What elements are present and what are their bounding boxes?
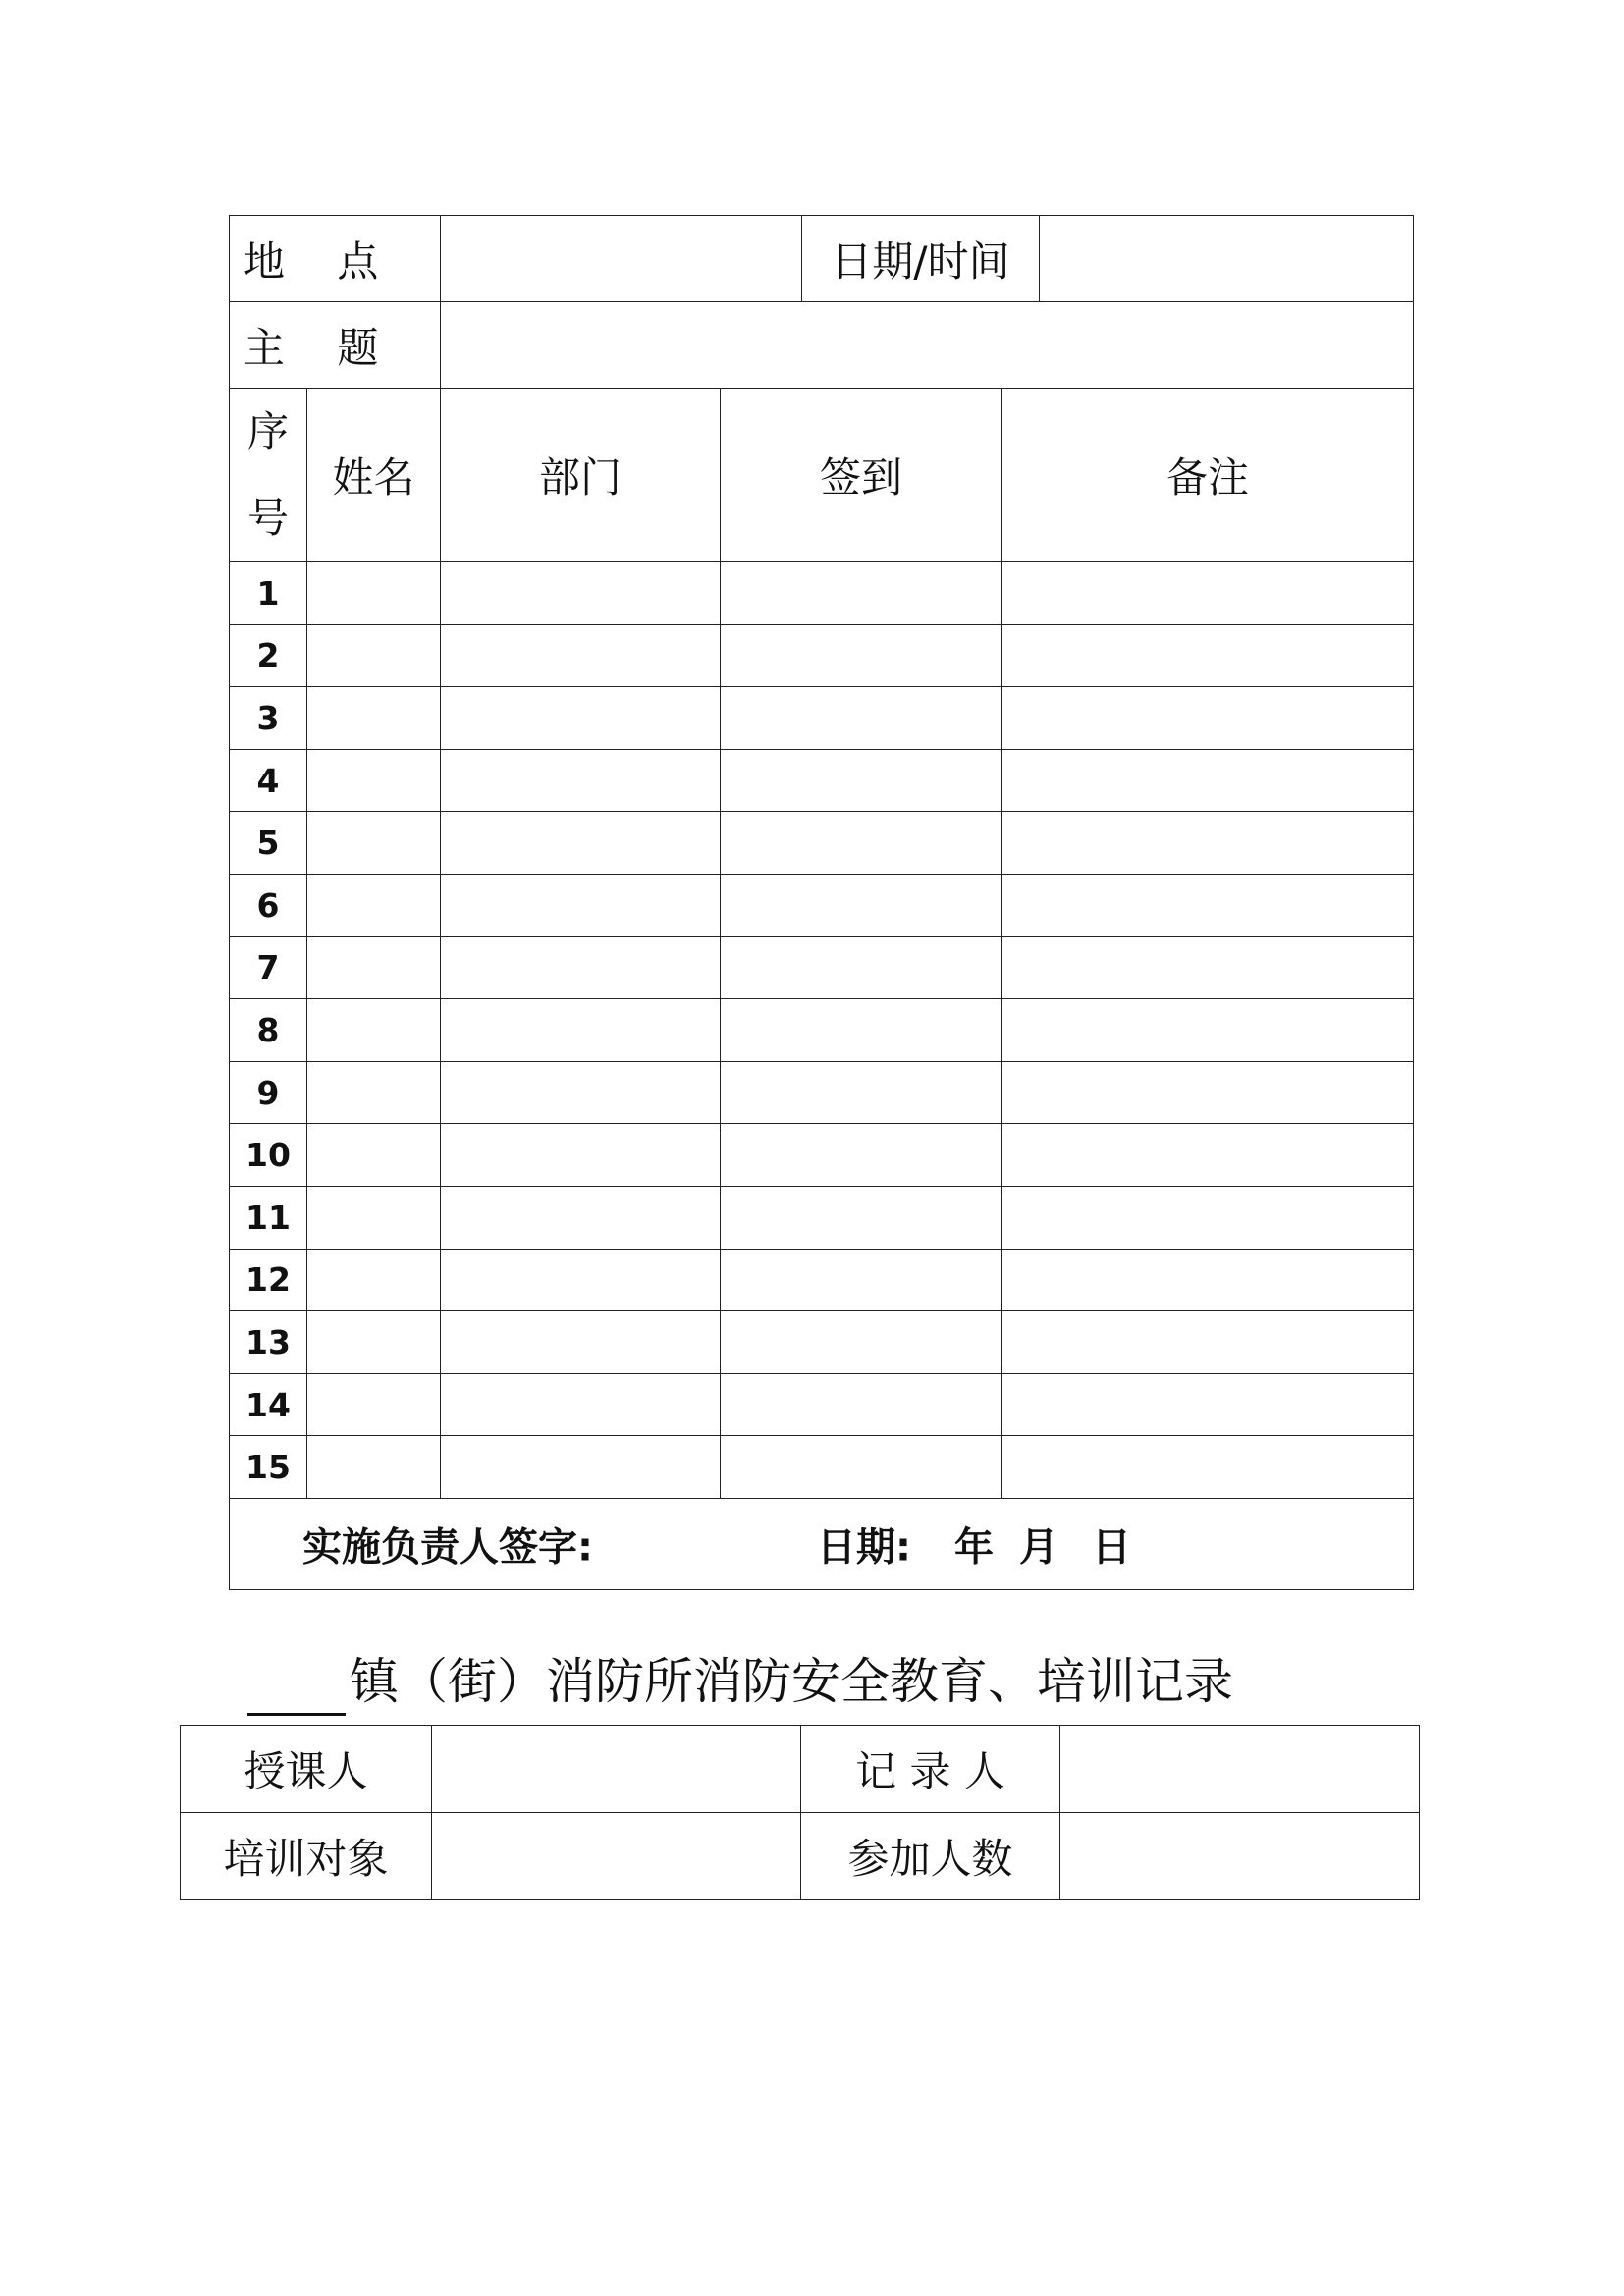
remarks-cell[interactable]	[1002, 1061, 1414, 1124]
table-row	[230, 936, 1414, 999]
remarks-cell[interactable]	[1002, 999, 1414, 1062]
training-record-table	[180, 1725, 1420, 1900]
department-cell[interactable]	[441, 999, 721, 1062]
name-cell[interactable]	[307, 874, 441, 936]
location-field[interactable]	[441, 216, 802, 302]
row-number: 9	[230, 1061, 307, 1124]
remarks-cell[interactable]	[1002, 624, 1414, 687]
remarks-cell[interactable]	[1002, 687, 1414, 750]
row-number: 6	[230, 874, 307, 936]
signature-label: 实施负责人签字:	[302, 1524, 593, 1571]
row-number: 5	[230, 812, 307, 875]
topic-label: 主 题	[230, 302, 441, 389]
department-cell[interactable]	[441, 936, 721, 999]
datetime-label: 日期/时间	[802, 216, 1040, 302]
attendee-count-label: 参加人数	[801, 1813, 1060, 1900]
remarks-cell[interactable]	[1002, 936, 1414, 999]
department-cell[interactable]	[441, 687, 721, 750]
sign-in-cell[interactable]	[721, 1186, 1002, 1249]
table-row	[230, 1311, 1414, 1374]
name-cell[interactable]	[307, 1124, 441, 1187]
seq-column-header	[230, 389, 307, 562]
row-number: 11	[230, 1186, 307, 1249]
sign-in-cell[interactable]	[721, 1436, 1002, 1499]
name-cell[interactable]	[307, 999, 441, 1062]
remarks-cell[interactable]	[1002, 874, 1414, 936]
sign-in-cell[interactable]	[721, 624, 1002, 687]
table-row	[230, 999, 1414, 1062]
name-column-header: 姓名	[307, 389, 441, 562]
footer-month: 月	[1019, 1524, 1058, 1571]
remarks-cell[interactable]	[1002, 562, 1414, 625]
footer-date	[817, 1516, 1131, 1572]
training-record-title	[247, 1647, 1233, 1716]
name-cell[interactable]	[307, 562, 441, 625]
town-name-blank[interactable]	[247, 1660, 346, 1716]
training-record-title-text: 镇（街）消防所消防安全教育、培训记录	[350, 1653, 1233, 1710]
department-cell[interactable]	[441, 812, 721, 875]
row-number: 2	[230, 624, 307, 687]
sign-in-cell[interactable]	[721, 812, 1002, 875]
row-number: 15	[230, 1436, 307, 1499]
table-row	[230, 562, 1414, 625]
name-cell[interactable]	[307, 687, 441, 750]
department-cell[interactable]	[441, 1311, 721, 1374]
sign-in-cell[interactable]	[721, 1124, 1002, 1187]
location-label: 地 点	[230, 216, 441, 302]
sign-in-table	[229, 215, 1414, 1590]
sign-in-cell[interactable]	[721, 1061, 1002, 1124]
remarks-cell[interactable]	[1002, 1311, 1414, 1374]
footer-day: 日	[1092, 1524, 1131, 1571]
attendee-rows	[230, 562, 1414, 1499]
table-row	[230, 874, 1414, 936]
footer-year: 年	[954, 1524, 994, 1571]
department-cell[interactable]	[441, 1373, 721, 1436]
name-cell[interactable]	[307, 1311, 441, 1374]
attendee-count-field[interactable]	[1060, 1813, 1420, 1900]
name-cell[interactable]	[307, 1373, 441, 1436]
seq-header-line1: 序	[246, 407, 289, 455]
remarks-cell[interactable]	[1002, 1436, 1414, 1499]
sign-in-cell[interactable]	[721, 749, 1002, 812]
seq-header-line2: 号	[246, 494, 289, 542]
table-row	[230, 1186, 1414, 1249]
department-cell[interactable]	[441, 749, 721, 812]
row-number: 8	[230, 999, 307, 1062]
sign-in-cell[interactable]	[721, 999, 1002, 1062]
trainees-field[interactable]	[432, 1813, 801, 1900]
table-row	[230, 1436, 1414, 1499]
department-cell[interactable]	[441, 874, 721, 936]
department-cell[interactable]	[441, 1061, 721, 1124]
datetime-field[interactable]	[1040, 216, 1414, 302]
department-column-header: 部门	[441, 389, 721, 562]
remarks-cell[interactable]	[1002, 812, 1414, 875]
sign-in-cell[interactable]	[721, 874, 1002, 936]
remarks-column-header: 备注	[1002, 389, 1414, 562]
recorder-label: 记 录 人	[801, 1726, 1060, 1813]
table-row	[230, 1249, 1414, 1311]
department-cell[interactable]	[441, 1124, 721, 1187]
sign-in-cell[interactable]	[721, 562, 1002, 625]
table-row	[230, 624, 1414, 687]
table-row	[230, 687, 1414, 750]
row-number: 4	[230, 749, 307, 812]
remarks-cell[interactable]	[1002, 1373, 1414, 1436]
row-number: 3	[230, 687, 307, 750]
row-number: 10	[230, 1124, 307, 1187]
department-cell[interactable]	[441, 624, 721, 687]
table-row	[230, 1124, 1414, 1187]
row-number: 1	[230, 562, 307, 625]
department-cell[interactable]	[441, 1436, 721, 1499]
sign-in-cell[interactable]	[721, 936, 1002, 999]
recorder-field[interactable]	[1060, 1726, 1420, 1813]
row-number: 13	[230, 1311, 307, 1374]
name-cell[interactable]	[307, 812, 441, 875]
footer-date-label: 日期:	[817, 1524, 911, 1571]
table-row	[230, 812, 1414, 875]
remarks-cell[interactable]	[1002, 1186, 1414, 1249]
table-row	[230, 1373, 1414, 1436]
department-cell[interactable]	[441, 562, 721, 625]
name-cell[interactable]	[307, 1436, 441, 1499]
topic-field[interactable]	[441, 302, 1414, 389]
sign-in-column-header: 签到	[721, 389, 1002, 562]
name-cell[interactable]	[307, 749, 441, 812]
row-number: 14	[230, 1373, 307, 1436]
remarks-cell[interactable]	[1002, 1124, 1414, 1187]
name-cell[interactable]	[307, 1061, 441, 1124]
table-row	[230, 749, 1414, 812]
sign-in-cell[interactable]	[721, 1311, 1002, 1374]
sign-in-cell[interactable]	[721, 1373, 1002, 1436]
instructor-field[interactable]	[432, 1726, 801, 1813]
name-cell[interactable]	[307, 1249, 441, 1311]
name-cell[interactable]	[307, 624, 441, 687]
remarks-cell[interactable]	[1002, 749, 1414, 812]
row-number: 7	[230, 936, 307, 999]
department-cell[interactable]	[441, 1186, 721, 1249]
name-cell[interactable]	[307, 936, 441, 999]
trainees-label: 培训对象	[181, 1813, 432, 1900]
sign-in-cell[interactable]	[721, 687, 1002, 750]
table-row	[230, 1061, 1414, 1124]
signature-footer	[230, 1498, 1414, 1589]
name-cell[interactable]	[307, 1186, 441, 1249]
instructor-label: 授课人	[181, 1726, 432, 1813]
row-number: 12	[230, 1249, 307, 1311]
remarks-cell[interactable]	[1002, 1249, 1414, 1311]
sign-in-cell[interactable]	[721, 1249, 1002, 1311]
department-cell[interactable]	[441, 1249, 721, 1311]
